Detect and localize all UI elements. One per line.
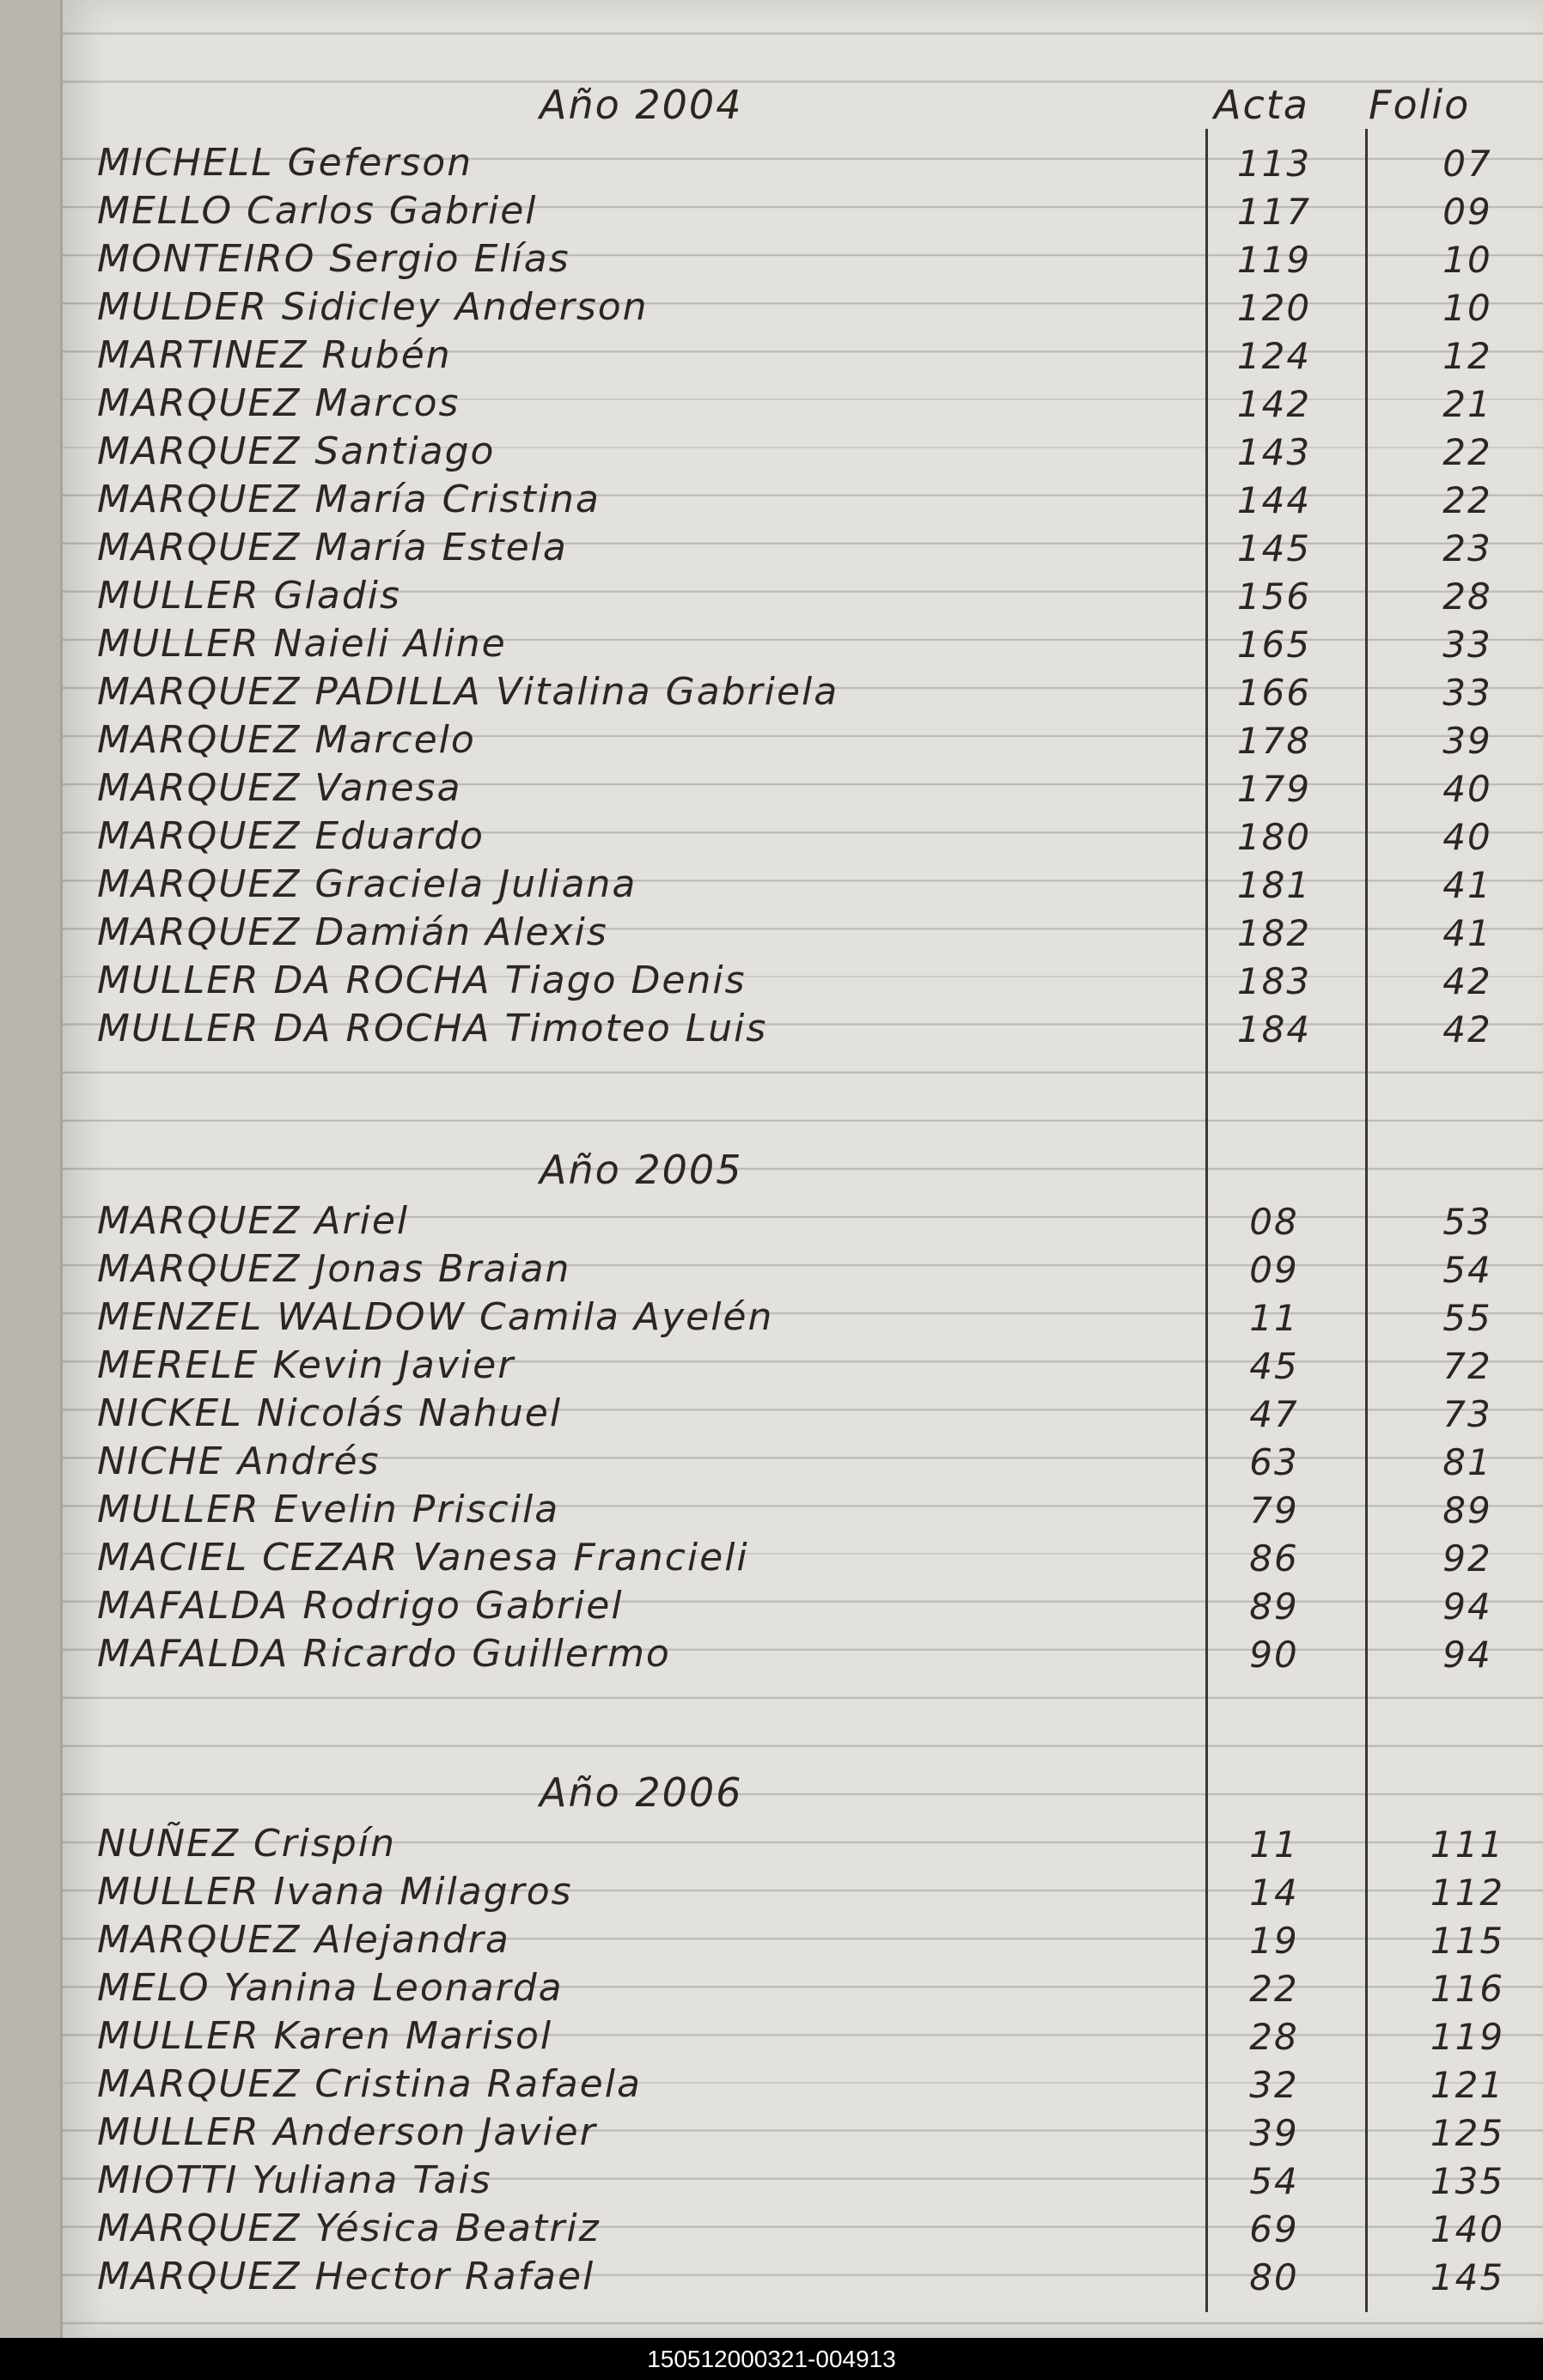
- year-heading-2006: Año 2006: [540, 1769, 743, 1816]
- ledger-entry: [97, 713, 1523, 761]
- year-heading-2004: Año 2004: [540, 82, 743, 128]
- entry-acta: 142: [1236, 383, 1312, 425]
- entry-name: MARQUEZ María Cristina: [97, 478, 601, 521]
- entry-folio: 40: [1442, 816, 1492, 858]
- entry-acta: 183: [1236, 960, 1312, 1002]
- entry-name: MARQUEZ Jonas Braian: [97, 1247, 571, 1291]
- entry-name: MULLER DA ROCHA Tiago Denis: [97, 959, 747, 1002]
- ledger-entry: [97, 1913, 1523, 1961]
- entry-name: MAFALDA Ricardo Guillermo: [97, 1632, 671, 1676]
- entry-name: MARQUEZ Graciela Juliana: [97, 862, 637, 906]
- folio-column-header: Folio: [1369, 82, 1471, 128]
- entry-folio: 94: [1442, 1634, 1492, 1676]
- entry-folio: 40: [1442, 768, 1492, 810]
- entry-folio: 54: [1442, 1249, 1492, 1291]
- entry-name: NICKEL Nicolás Nahuel: [97, 1391, 563, 1435]
- section-2004: [97, 136, 1523, 1050]
- entry-folio: 42: [1442, 960, 1492, 1002]
- entry-name: MULLER Evelin Priscila: [97, 1488, 560, 1531]
- entry-name: MULLER Ivana Milagros: [97, 1870, 573, 1914]
- entry-folio: 119: [1430, 2016, 1505, 2058]
- entry-acta: 113: [1236, 143, 1312, 185]
- ledger-entry: [97, 184, 1523, 232]
- entry-folio: 92: [1442, 1537, 1492, 1580]
- entry-name: NUÑEZ Crispín: [97, 1822, 396, 1866]
- ledger-entry: [97, 1290, 1523, 1338]
- entry-folio: 72: [1442, 1345, 1492, 1387]
- entry-name: MARQUEZ Eduardo: [97, 814, 485, 858]
- entry-acta: 165: [1236, 624, 1312, 666]
- ledger-entry: [97, 809, 1523, 857]
- ledger-entry: [97, 1865, 1523, 1913]
- entry-name: MONTEIRO Sergio Elías: [97, 237, 570, 281]
- entry-name: MARQUEZ PADILLA Vitalina Gabriela: [97, 670, 839, 714]
- entry-acta: 79: [1249, 1489, 1299, 1531]
- entry-acta: 117: [1236, 191, 1312, 233]
- entry-name: MULLER Naieli Aline: [97, 622, 507, 666]
- ledger-entry: [97, 424, 1523, 472]
- year-heading-2005: Año 2005: [540, 1147, 743, 1193]
- ledger-entry: [97, 1434, 1523, 1482]
- entry-folio: 28: [1442, 575, 1492, 618]
- ledger-entry: [97, 1001, 1523, 1050]
- entry-name: MARQUEZ Yésica Beatriz: [97, 2207, 601, 2250]
- ledger-page: [60, 0, 1543, 2338]
- ledger-entry: [97, 905, 1523, 953]
- entry-name: MULLER DA ROCHA Timoteo Luis: [97, 1007, 768, 1050]
- entry-acta: 156: [1236, 575, 1312, 618]
- entry-acta: 182: [1236, 912, 1312, 954]
- ledger-entry: [97, 2105, 1523, 2153]
- entry-name: MARQUEZ Marcelo: [97, 718, 476, 762]
- entry-acta: 119: [1236, 239, 1312, 281]
- entry-folio: 125: [1430, 2112, 1505, 2154]
- entry-acta: 54: [1249, 2160, 1299, 2202]
- entry-folio: 115: [1430, 1920, 1505, 1962]
- ledger-entry: [97, 1531, 1523, 1579]
- ledger-entry: [97, 2153, 1523, 2201]
- entry-acta: 14: [1249, 1872, 1299, 1914]
- entry-acta: 181: [1236, 864, 1312, 906]
- entry-folio: 39: [1442, 720, 1492, 762]
- entry-name: MARQUEZ Ariel: [97, 1199, 410, 1243]
- entry-name: MICHELL Geferson: [97, 141, 473, 185]
- section-2005: [97, 1194, 1523, 1675]
- acta-column-header: Acta: [1214, 82, 1309, 128]
- ledger-entry: [97, 376, 1523, 424]
- entry-folio: 33: [1442, 672, 1492, 714]
- ledger-entry: [97, 1386, 1523, 1434]
- entry-folio: 140: [1430, 2208, 1505, 2250]
- entry-name: NICHE Andrés: [97, 1440, 381, 1483]
- ledger-entry: [97, 2249, 1523, 2298]
- entry-acta: 09: [1249, 1249, 1299, 1291]
- entry-folio: 22: [1442, 479, 1492, 521]
- entry-name: MARQUEZ Marcos: [97, 381, 460, 425]
- entry-acta: 180: [1236, 816, 1312, 858]
- entry-acta: 45: [1249, 1345, 1299, 1387]
- entry-name: MARQUEZ Vanesa: [97, 766, 462, 810]
- entry-acta: 89: [1249, 1586, 1299, 1628]
- ledger-entry: [97, 2201, 1523, 2249]
- entry-acta: 86: [1249, 1537, 1299, 1580]
- ledger-entry: [97, 232, 1523, 280]
- entry-name: MARTINEZ Rubén: [97, 333, 452, 377]
- entry-name: MULLER Anderson Javier: [97, 2110, 597, 2154]
- entry-name: MELO Yanina Leonarda: [97, 1966, 564, 2010]
- entry-acta: 144: [1236, 479, 1312, 521]
- ledger-entry: [97, 1194, 1523, 1242]
- ledger-entry: [97, 1242, 1523, 1290]
- entry-folio: 116: [1430, 1968, 1505, 2010]
- entry-folio: 53: [1442, 1201, 1492, 1243]
- entry-name: MELLO Carlos Gabriel: [97, 189, 538, 233]
- entry-folio: 12: [1442, 335, 1492, 377]
- entry-name: MAFALDA Rodrigo Gabriel: [97, 1584, 624, 1628]
- entry-name: MARQUEZ Hector Rafael: [97, 2255, 595, 2298]
- entry-acta: 32: [1249, 2064, 1299, 2106]
- ledger-entry: [97, 2057, 1523, 2105]
- ledger-entry: [97, 2009, 1523, 2057]
- entry-name: MULDER Sidicley Anderson: [97, 285, 649, 329]
- ledger-entry: [97, 1482, 1523, 1531]
- entry-folio: 81: [1442, 1441, 1492, 1483]
- entry-acta: 80: [1249, 2256, 1299, 2298]
- entry-acta: 90: [1249, 1634, 1299, 1676]
- ledger-entry: [97, 328, 1523, 376]
- entry-acta: 22: [1249, 1968, 1299, 2010]
- entry-folio: 112: [1430, 1872, 1505, 1914]
- entry-folio: 145: [1430, 2256, 1505, 2298]
- entry-name: MARQUEZ Santiago: [97, 429, 496, 473]
- entry-folio: 10: [1442, 239, 1492, 281]
- ledger-entry: [97, 472, 1523, 520]
- entry-folio: 09: [1442, 191, 1492, 233]
- entry-name: MARQUEZ Alejandra: [97, 1918, 510, 1962]
- ledger-entry: [97, 1817, 1523, 1865]
- entry-name: MARQUEZ Cristina Rafaela: [97, 2062, 642, 2106]
- ledger-entry: [97, 953, 1523, 1001]
- ledger-entry: [97, 520, 1523, 569]
- ledger-entry: [97, 617, 1523, 665]
- entry-name: MULLER Gladis: [97, 574, 401, 618]
- ledger-entry: [97, 1627, 1523, 1675]
- entry-acta: 184: [1236, 1008, 1312, 1050]
- entry-folio: 23: [1442, 527, 1492, 569]
- entry-acta: 179: [1236, 768, 1312, 810]
- entry-acta: 47: [1249, 1393, 1299, 1435]
- entry-folio: 33: [1442, 624, 1492, 666]
- entry-name: MARQUEZ Damián Alexis: [97, 910, 608, 954]
- entry-folio: 89: [1442, 1489, 1492, 1531]
- entry-name: MENZEL WALDOW Camila Ayelén: [97, 1295, 774, 1339]
- ledger-entry: [97, 569, 1523, 617]
- ledger-entry: [97, 136, 1523, 184]
- entry-folio: 21: [1442, 383, 1492, 425]
- ledger-entry: [97, 665, 1523, 713]
- section-2006: [97, 1817, 1523, 2298]
- entry-acta: 124: [1236, 335, 1312, 377]
- entry-folio: 73: [1442, 1393, 1492, 1435]
- entry-acta: 28: [1249, 2016, 1299, 2058]
- ledger-entry: [97, 1579, 1523, 1627]
- entry-name: MERELE Kevin Javier: [97, 1343, 515, 1387]
- entry-name: MIOTTI Yuliana Tais: [97, 2158, 492, 2202]
- entry-acta: 19: [1249, 1920, 1299, 1962]
- entry-folio: 111: [1430, 1823, 1505, 1866]
- entry-acta: 39: [1249, 2112, 1299, 2154]
- entry-folio: 135: [1430, 2160, 1505, 2202]
- entry-acta: 08: [1249, 1201, 1299, 1243]
- entry-name: MARQUEZ María Estela: [97, 526, 568, 569]
- ledger-entry: [97, 280, 1523, 328]
- entry-folio: 10: [1442, 287, 1492, 329]
- entry-name: MACIEL CEZAR Vanesa Francieli: [97, 1536, 749, 1580]
- entry-acta: 178: [1236, 720, 1312, 762]
- entry-acta: 69: [1249, 2208, 1299, 2250]
- entry-folio: 22: [1442, 431, 1492, 473]
- entry-acta: 166: [1236, 672, 1312, 714]
- entry-acta: 11: [1249, 1823, 1299, 1866]
- ledger-entry: [97, 857, 1523, 905]
- entry-folio: 94: [1442, 1586, 1492, 1628]
- ledger-entry: [97, 1961, 1523, 2009]
- entry-folio: 121: [1430, 2064, 1505, 2106]
- ledger-entry: [97, 761, 1523, 809]
- document-id-footer: 150512000321-004913: [0, 2338, 1543, 2380]
- ledger-entry: [97, 1338, 1523, 1386]
- entry-acta: 11: [1249, 1297, 1299, 1339]
- entry-acta: 63: [1249, 1441, 1299, 1483]
- entry-folio: 55: [1442, 1297, 1492, 1339]
- entry-acta: 120: [1236, 287, 1312, 329]
- entry-folio: 41: [1442, 864, 1492, 906]
- entry-folio: 42: [1442, 1008, 1492, 1050]
- entry-acta: 145: [1236, 527, 1312, 569]
- entry-name: MULLER Karen Marisol: [97, 2014, 553, 2058]
- entry-folio: 41: [1442, 912, 1492, 954]
- entry-folio: 07: [1442, 143, 1492, 185]
- entry-acta: 143: [1236, 431, 1312, 473]
